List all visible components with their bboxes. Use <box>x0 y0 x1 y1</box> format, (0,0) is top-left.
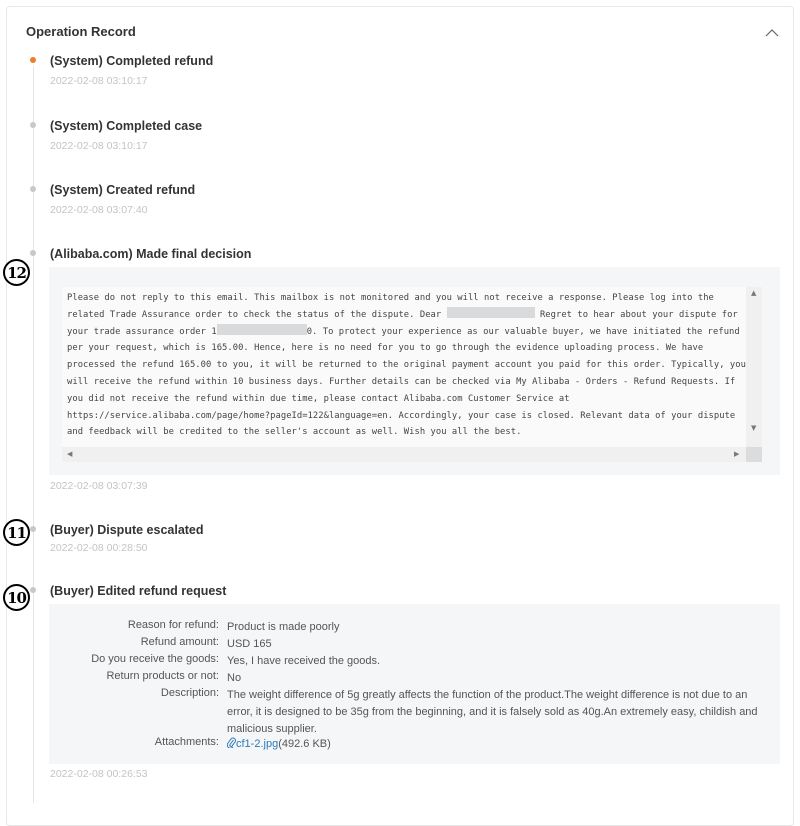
scrollbar-corner <box>746 447 762 462</box>
event-title: (System) Created refund <box>50 183 196 197</box>
detail-value: The weight difference of 5g greatly affects the function of the product.The weight difference is not due to an error, it is designed to be 35g from the beginning, and it is falsely sold as 40g.An extremely easy, childish and malicious supplier. <box>227 689 758 735</box>
event-title: (System) Completed refund <box>50 54 214 68</box>
timeline-dot-active <box>30 57 36 63</box>
event-time: 2022-02-08 03:10:17 <box>50 140 148 152</box>
event-title: (Buyer) Dispute escalated <box>50 523 204 537</box>
annotation-badge: 11 <box>3 519 30 546</box>
paperclip-icon <box>227 737 236 748</box>
event-time: 2022-02-08 03:07:40 <box>50 204 148 216</box>
scroll-right-icon[interactable]: ▶ <box>734 450 740 458</box>
timeline-dot <box>30 186 36 192</box>
event-title: (Alibaba.com) Made final decision <box>50 247 252 261</box>
attachment-size: (492.6 KB) <box>278 738 331 750</box>
message-textarea[interactable] <box>62 287 762 462</box>
detail-value: Product is made poorly <box>227 621 340 633</box>
detail-value: USD 165 <box>227 638 272 650</box>
collapse-button[interactable] <box>760 22 784 42</box>
vertical-scrollbar[interactable] <box>746 287 762 447</box>
attachment-entry <box>227 736 772 753</box>
chevron-up-icon <box>765 28 779 37</box>
event-title: (System) Completed case <box>50 119 203 133</box>
detail-label: Refund amount: <box>140 636 219 648</box>
scroll-down-icon[interactable]: ▼ <box>751 424 757 432</box>
event-time: 2022-02-08 03:10:17 <box>50 75 148 87</box>
horizontal-scrollbar[interactable] <box>62 447 746 462</box>
detail-label: Description: <box>160 687 219 699</box>
event-time: 2022-02-08 03:07:39 <box>50 480 148 492</box>
detail-value: Yes, I have received the goods. <box>227 655 381 667</box>
event-title: (Buyer) Edited refund request <box>50 584 227 598</box>
annotation-badge: 10 <box>3 584 30 611</box>
message-text: Please do not reply to this email. This mailbox is not monitored and you will not receive a response. Please log into the related Trade Assurance order to check the status of the dispute. Dear Regret to hear about your dispute for your trade assurance order 1 0. To protect your experience as our valuable buyer, we have initiated the refund per your request, which is 165.00. Hence, here is no need for you to go through the evidence uploading process. We have processed the refund 165.00 to you, it will be returned to the original payment account you paid for this order. Typically, you will receive the refund within 10 business days. Further details can be checked via My Alibaba - Orders - Refund Requests. If you did not receive the refund within due time, please contact Alibaba.com Customer Service at https://service.alibaba.com/page/home?pageId=122&language=en. Accordingly, your case is closed. Relevant data of your dispute and feedback will be credited to the seller's account as well. Wish you all the best. <box>67 293 746 438</box>
detail-label: Attachments: <box>154 736 219 748</box>
scroll-left-icon[interactable]: ◀ <box>67 450 73 458</box>
scroll-up-icon[interactable]: ▲ <box>751 289 757 297</box>
attachment-link[interactable]: cf1-2.jpg <box>236 738 279 750</box>
detail-label: Reason for refund: <box>127 619 219 631</box>
timeline-dot <box>30 587 36 593</box>
annotation-badge: 12 <box>3 259 30 286</box>
refund-details-panel <box>49 604 780 764</box>
detail-label: Return products or not: <box>106 670 219 682</box>
detail-value: No <box>227 672 242 684</box>
event-time: 2022-02-08 00:28:50 <box>50 542 148 554</box>
section-title: Operation Record <box>26 24 136 39</box>
timeline-dot <box>30 250 36 256</box>
detail-label: Do you receive the goods: <box>91 653 219 665</box>
event-time: 2022-02-08 00:26:53 <box>50 768 148 780</box>
timeline-line <box>33 66 34 803</box>
message-panel <box>49 267 780 475</box>
timeline-dot <box>30 122 36 128</box>
timeline-dot <box>30 526 36 532</box>
